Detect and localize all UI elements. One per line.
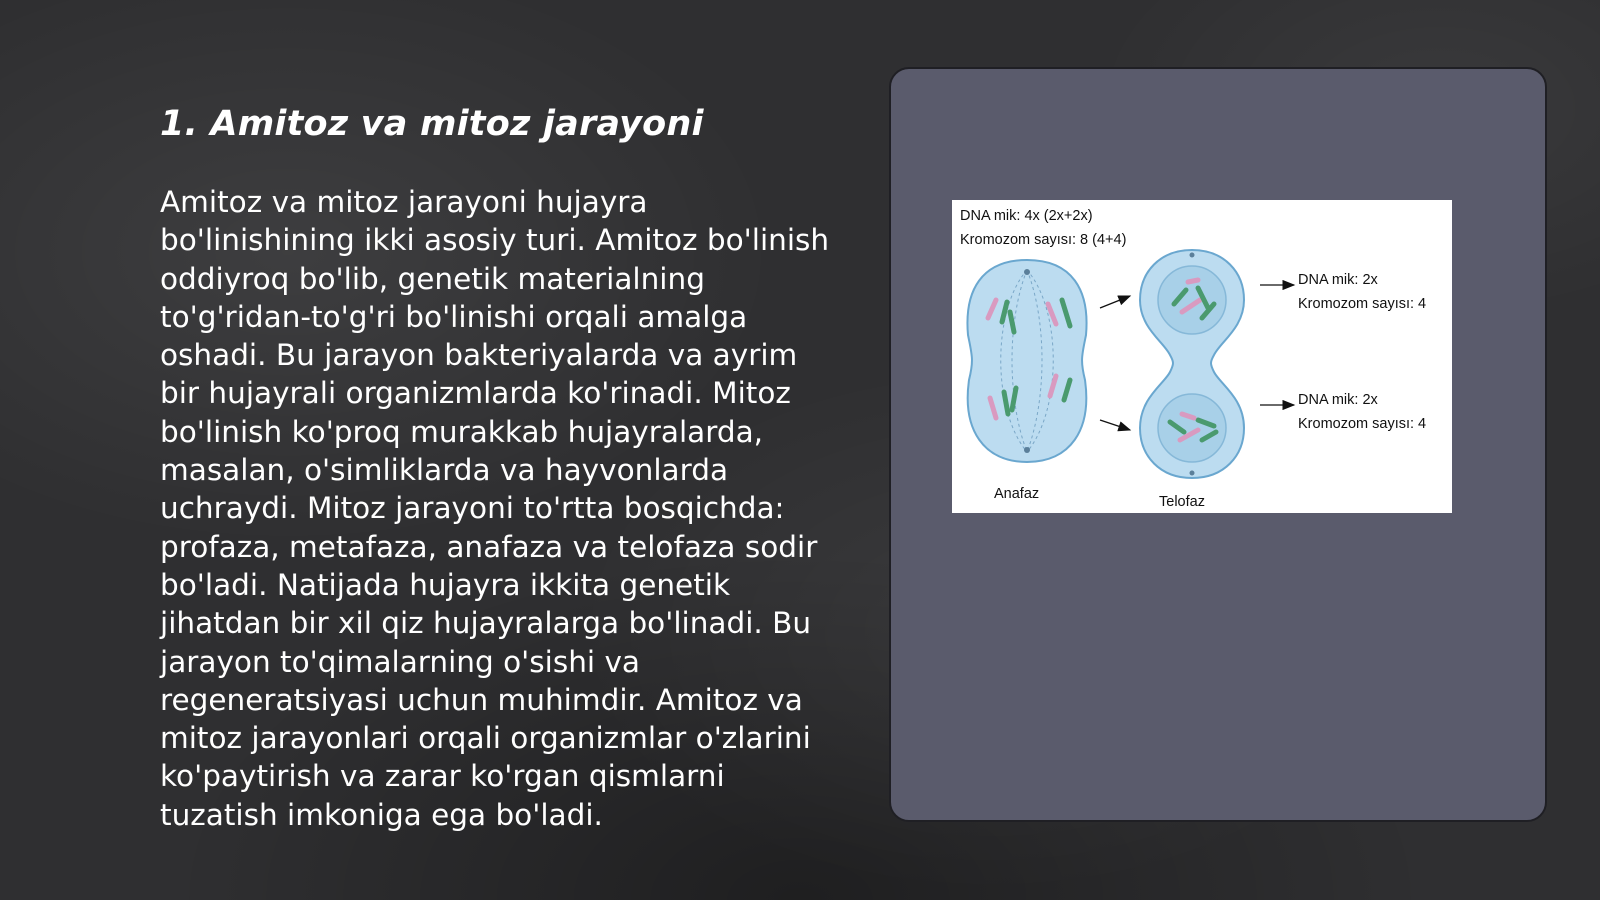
top-dna-label: DNA mik: 4x (2x+2x)	[960, 208, 1093, 224]
image-card	[889, 67, 1547, 822]
cell-telophase-icon	[1140, 250, 1244, 478]
mitosis-diagram	[952, 200, 1452, 513]
slide-title: 1. Amitoz va mitoz jarayoni	[160, 104, 704, 144]
lower-dna-label: DNA mik: 2x	[1298, 392, 1378, 408]
anafaz-label: Anafaz	[994, 486, 1040, 502]
upper-kromozom-label: Kromozom sayısı: 4	[1298, 296, 1427, 312]
telofaz-label: Telofaz	[1159, 494, 1205, 510]
upper-dna-label: DNA mik: 2x	[1298, 272, 1378, 288]
lower-kromozom-label: Kromozom sayısı: 4	[1298, 416, 1427, 432]
cell-anaphase-icon	[967, 260, 1086, 462]
top-kromozom-label: Kromozom sayısı: 8 (4+4)	[960, 232, 1127, 248]
arrow-icon	[1100, 420, 1130, 430]
slide-body-text: Amitoz va mitoz jarayoni hujayra bo'linishining ikki asosiy turi. Amitoz bo'linish oddiyroq bo'lib, genetik materialning to'g'ridan-to'g'ri bo'linishi orqali amalga oshadi. Bu jarayon bakteriyalarda va ayrim bir hujayrali organizmlarda ko'rinadi. Mitoz bo'linish ko'proq murakkab hujayralarda, masalan, o'simliklarda va hayvonlarda uchraydi. Mitoz jarayoni to'rtta bosqichda: profaza, metafaza, anafaza va telofaza sodir bo'ladi. Natijada hujayra ikkita genetik jihatdan bir xil qiz hujayralarga bo'linadi. Bu jarayon to'qimalarning o'sishi va regeneratsiyasi uchun muhimdir. Amitoz va mitoz jarayonlari orqali organizmlar o'zlarini ko'paytirish va zarar ko'rgan qismlarni tuzatish imkoniga ega bo'ladi.	[160, 185, 830, 832]
arrow-icon	[1100, 296, 1130, 308]
